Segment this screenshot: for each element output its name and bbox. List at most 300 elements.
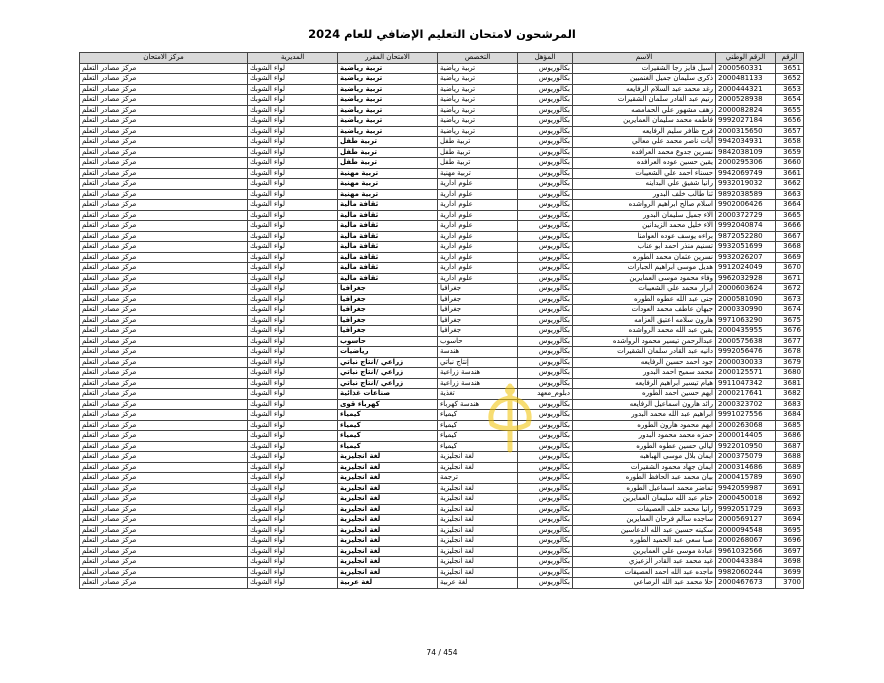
cell-qualification: بكالوريوس bbox=[518, 357, 573, 368]
cell-national-id: 2000444321 bbox=[716, 84, 776, 95]
cell-directorate: لواء الشوبك bbox=[248, 567, 338, 578]
cell-directorate: لواء الشوبك bbox=[248, 284, 338, 295]
cell-name: تماضر محمد اسماعيل الطوره bbox=[573, 483, 716, 494]
cell-exam-center: مركز مصادر التعلم bbox=[80, 74, 248, 85]
cell-specialization: كيمياء bbox=[438, 441, 518, 452]
cell-specialization: علوم ادارية bbox=[438, 242, 518, 253]
cell-specialization: ترجمة bbox=[438, 473, 518, 484]
cell-qualification: بكالوريوس bbox=[518, 515, 573, 526]
cell-qualification: بكالوريوس bbox=[518, 294, 573, 305]
table-row bbox=[80, 147, 804, 158]
cell-name: رانيا محمد خلف العصيفات bbox=[573, 504, 716, 515]
header-name: الاسم bbox=[573, 53, 716, 64]
cell-qualification: بكالوريوس bbox=[518, 368, 573, 379]
cell-specialization: علوم ادارية bbox=[438, 273, 518, 284]
cell-directorate: لواء الشوبك bbox=[248, 452, 338, 463]
cell-exam: لغة انجليزية bbox=[338, 483, 438, 494]
cell-directorate: لواء الشوبك bbox=[248, 168, 338, 179]
table-row bbox=[80, 441, 804, 452]
cell-directorate: لواء الشوبك bbox=[248, 368, 338, 379]
cell-national-id: 9872052280 bbox=[716, 231, 776, 242]
cell-specialization: جغرافيا bbox=[438, 294, 518, 305]
cell-name: ختام عبد الله سليمان العمايرين bbox=[573, 494, 716, 505]
cell-national-id: 9922010950 bbox=[716, 441, 776, 452]
cell-directorate: لواء الشوبك bbox=[248, 263, 338, 274]
cell-specialization: لغة انجليزية bbox=[438, 483, 518, 494]
cell-name: عبدالرحمن تيسير محمود الرواشده bbox=[573, 336, 716, 347]
cell-qualification: بكالوريوس bbox=[518, 410, 573, 421]
cell-exam-center: مركز مصادر التعلم bbox=[80, 536, 248, 547]
cell-number: 3671 bbox=[776, 273, 804, 284]
cell-number: 3656 bbox=[776, 116, 804, 127]
cell-exam-center: مركز مصادر التعلم bbox=[80, 452, 248, 463]
cell-directorate: لواء الشوبك bbox=[248, 231, 338, 242]
cell-exam-center: مركز مصادر التعلم bbox=[80, 189, 248, 200]
cell-exam-center: مركز مصادر التعلم bbox=[80, 263, 248, 274]
cell-exam: ثقافة مالية bbox=[338, 210, 438, 221]
cell-specialization: لغة انجليزية bbox=[438, 504, 518, 515]
cell-name: نسرين عثمان محمد الطوره bbox=[573, 252, 716, 263]
cell-national-id: 9902006426 bbox=[716, 200, 776, 211]
cell-qualification: بكالوريوس bbox=[518, 74, 573, 85]
cell-number: 3678 bbox=[776, 347, 804, 358]
cell-qualification: بكالوريوس bbox=[518, 63, 573, 74]
cell-name: هديل موسى ابراهيم الجبارات bbox=[573, 263, 716, 274]
table-row bbox=[80, 179, 804, 190]
cell-exam: لغة انجليزية bbox=[338, 546, 438, 557]
cell-national-id: 9992056476 bbox=[716, 347, 776, 358]
cell-directorate: لواء الشوبك bbox=[248, 95, 338, 106]
cell-number: 3696 bbox=[776, 536, 804, 547]
cell-number: 3687 bbox=[776, 441, 804, 452]
cell-exam-center: مركز مصادر التعلم bbox=[80, 578, 248, 589]
cell-qualification: بكالوريوس bbox=[518, 525, 573, 536]
table-row bbox=[80, 473, 804, 484]
cell-exam-center: مركز مصادر التعلم bbox=[80, 116, 248, 127]
cell-exam-center: مركز مصادر التعلم bbox=[80, 399, 248, 410]
cell-number: 3699 bbox=[776, 567, 804, 578]
cell-exam: كهرباء قوى bbox=[338, 399, 438, 410]
cell-number: 3684 bbox=[776, 410, 804, 421]
cell-number: 3672 bbox=[776, 284, 804, 295]
cell-number: 3681 bbox=[776, 378, 804, 389]
cell-directorate: لواء الشوبك bbox=[248, 441, 338, 452]
cell-national-id: 2000375079 bbox=[716, 452, 776, 463]
cell-directorate: لواء الشوبك bbox=[248, 294, 338, 305]
cell-national-id: 9842038109 bbox=[716, 147, 776, 158]
table-row bbox=[80, 378, 804, 389]
cell-exam: كيمياء bbox=[338, 431, 438, 442]
cell-directorate: لواء الشوبك bbox=[248, 74, 338, 85]
table-row bbox=[80, 294, 804, 305]
cell-exam-center: مركز مصادر التعلم bbox=[80, 305, 248, 316]
cell-name: صبا سعي عبد الحميد الطوره bbox=[573, 536, 716, 547]
table-row bbox=[80, 126, 804, 137]
table-row bbox=[80, 357, 804, 368]
cell-national-id: 2000295306 bbox=[716, 158, 776, 169]
cell-directorate: لواء الشوبك bbox=[248, 420, 338, 431]
cell-exam-center: مركز مصادر التعلم bbox=[80, 473, 248, 484]
cell-specialization: جغرافيا bbox=[438, 305, 518, 316]
cell-qualification: بكالوريوس bbox=[518, 158, 573, 169]
cell-national-id: 2000030033 bbox=[716, 357, 776, 368]
table-row bbox=[80, 263, 804, 274]
cell-exam: لغة انجليزية bbox=[338, 494, 438, 505]
cell-exam: جغرافيا bbox=[338, 305, 438, 316]
cell-exam: رياضيات bbox=[338, 347, 438, 358]
cell-name: نسرين جدوع محمد العرافده bbox=[573, 147, 716, 158]
cell-specialization: تربية طفل bbox=[438, 147, 518, 158]
cell-national-id: 9942069749 bbox=[716, 168, 776, 179]
cell-exam: تربية مهنية bbox=[338, 189, 438, 200]
cell-number: 3682 bbox=[776, 389, 804, 400]
cell-specialization: تربية رياضية bbox=[438, 126, 518, 137]
cell-directorate: لواء الشوبك bbox=[248, 557, 338, 568]
cell-name: رانيا شفيق علي البداينه bbox=[573, 179, 716, 190]
cell-national-id: 2000569127 bbox=[716, 515, 776, 526]
cell-number: 3692 bbox=[776, 494, 804, 505]
cell-directorate: لواء الشوبك bbox=[248, 357, 338, 368]
cell-name: هيام تيسير ابراهيم الرفايعه bbox=[573, 378, 716, 389]
cell-directorate: لواء الشوبك bbox=[248, 578, 338, 589]
cell-name: ليالي حسين عطوه الطوره bbox=[573, 441, 716, 452]
cell-exam: جغرافيا bbox=[338, 315, 438, 326]
cell-national-id: 9982060244 bbox=[716, 567, 776, 578]
cell-number: 3665 bbox=[776, 210, 804, 221]
cell-name: براءه يوسف عوده العوامنا bbox=[573, 231, 716, 242]
cell-exam-center: مركز مصادر التعلم bbox=[80, 525, 248, 536]
cell-number: 3680 bbox=[776, 368, 804, 379]
cell-number: 3695 bbox=[776, 525, 804, 536]
cell-specialization: جغرافيا bbox=[438, 326, 518, 337]
cell-exam: لغة انجليزية bbox=[338, 462, 438, 473]
cell-exam-center: مركز مصادر التعلم bbox=[80, 63, 248, 74]
cell-specialization: تربية رياضية bbox=[438, 63, 518, 74]
cell-name: سكينه حسين عبد الله الدعاسين bbox=[573, 525, 716, 536]
cell-name: يقين عبد الله محمد الرواشده bbox=[573, 326, 716, 337]
cell-exam: زراعي /انتاج نباتي bbox=[338, 368, 438, 379]
cell-name: الاء جميل سليمان البدور bbox=[573, 210, 716, 221]
cell-exam-center: مركز مصادر التعلم bbox=[80, 546, 248, 557]
cell-specialization: تغذية bbox=[438, 389, 518, 400]
cell-exam-center: مركز مصادر التعلم bbox=[80, 200, 248, 211]
cell-name: غيد محمد عبد القادر الزعيزي bbox=[573, 557, 716, 568]
cell-exam: جغرافيا bbox=[338, 326, 438, 337]
cell-exam-center: مركز مصادر التعلم bbox=[80, 389, 248, 400]
cell-specialization: لغة انجليزية bbox=[438, 567, 518, 578]
page-number: 74 / 454 bbox=[426, 648, 458, 657]
table-row bbox=[80, 431, 804, 442]
cell-number: 3674 bbox=[776, 305, 804, 316]
cell-exam-center: مركز مصادر التعلم bbox=[80, 483, 248, 494]
cell-specialization: لغة انجليزية bbox=[438, 494, 518, 505]
cell-exam: لغة انجليزية bbox=[338, 536, 438, 547]
cell-name: ابرار محمد علي الشعيبات bbox=[573, 284, 716, 295]
table-row bbox=[80, 515, 804, 526]
table-row bbox=[80, 326, 804, 337]
cell-directorate: لواء الشوبك bbox=[248, 410, 338, 421]
cell-exam: تربية مهنية bbox=[338, 168, 438, 179]
cell-exam: تربية مهنية bbox=[338, 179, 438, 190]
cell-qualification: بكالوريوس bbox=[518, 221, 573, 232]
cell-directorate: لواء الشوبك bbox=[248, 483, 338, 494]
cell-national-id: 2000467673 bbox=[716, 578, 776, 589]
cell-exam-center: مركز مصادر التعلم bbox=[80, 231, 248, 242]
table-row bbox=[80, 557, 804, 568]
cell-specialization: علوم ادارية bbox=[438, 200, 518, 211]
cell-name: ذكرى سليمان جميل الغنميين bbox=[573, 74, 716, 85]
cell-specialization: تربية رياضية bbox=[438, 105, 518, 116]
cell-exam-center: مركز مصادر التعلم bbox=[80, 168, 248, 179]
cell-name: رغد محمد عبد السلام الرفايعه bbox=[573, 84, 716, 95]
cell-specialization: لغة عربية bbox=[438, 578, 518, 589]
cell-qualification: بكالوريوس bbox=[518, 200, 573, 211]
cell-national-id: 2000415789 bbox=[716, 473, 776, 484]
table-row bbox=[80, 525, 804, 536]
table-row bbox=[80, 420, 804, 431]
cell-exam: تربية رياضية bbox=[338, 63, 438, 74]
cell-specialization: كيمياء bbox=[438, 410, 518, 421]
cell-specialization: تربية رياضية bbox=[438, 74, 518, 85]
cell-exam-center: مركز مصادر التعلم bbox=[80, 147, 248, 158]
cell-name: جنى عبد الله عطوه الطوره bbox=[573, 294, 716, 305]
cell-number: 3668 bbox=[776, 242, 804, 253]
cell-exam: تربية رياضية bbox=[338, 116, 438, 127]
cell-number: 3688 bbox=[776, 452, 804, 463]
cell-exam: كيمياء bbox=[338, 441, 438, 452]
cell-exam-center: مركز مصادر التعلم bbox=[80, 210, 248, 221]
cell-name: رنيم عبد القادر سلمان الشقيرات bbox=[573, 95, 716, 106]
cell-specialization: علوم ادارية bbox=[438, 231, 518, 242]
cell-number: 3679 bbox=[776, 357, 804, 368]
cell-exam-center: مركز مصادر التعلم bbox=[80, 494, 248, 505]
header-no: الرقم bbox=[776, 53, 804, 64]
cell-number: 3666 bbox=[776, 221, 804, 232]
cell-specialization: لغة انجليزية bbox=[438, 452, 518, 463]
cell-number: 3683 bbox=[776, 399, 804, 410]
cell-specialization: علوم ادارية bbox=[438, 189, 518, 200]
cell-qualification: بكالوريوس bbox=[518, 305, 573, 316]
table-row bbox=[80, 210, 804, 221]
cell-name: ابهم محمود هارون الطوره bbox=[573, 420, 716, 431]
cell-exam-center: مركز مصادر التعلم bbox=[80, 441, 248, 452]
cell-exam: زراعي /انتاج نباتي bbox=[338, 378, 438, 389]
cell-name: ماجده عبد الله احمد العصيفات bbox=[573, 567, 716, 578]
cell-directorate: لواء الشوبك bbox=[248, 105, 338, 116]
cell-exam-center: مركز مصادر التعلم bbox=[80, 126, 248, 137]
cell-qualification: بكالوريوس bbox=[518, 431, 573, 442]
cell-national-id: 2000372729 bbox=[716, 210, 776, 221]
table-row bbox=[80, 347, 804, 358]
cell-number: 3676 bbox=[776, 326, 804, 337]
cell-qualification: بكالوريوس bbox=[518, 273, 573, 284]
cell-number: 3661 bbox=[776, 168, 804, 179]
cell-qualification: بكالوريوس bbox=[518, 210, 573, 221]
cell-national-id: 2000603624 bbox=[716, 284, 776, 295]
cell-national-id: 2000528938 bbox=[716, 95, 776, 106]
cell-specialization: تربية طفل bbox=[438, 158, 518, 169]
cell-qualification: بكالوريوس bbox=[518, 263, 573, 274]
cell-directorate: لواء الشوبك bbox=[248, 200, 338, 211]
cell-national-id: 9991027556 bbox=[716, 410, 776, 421]
cell-name: وفاء محمود موسى العمايرين bbox=[573, 273, 716, 284]
table-row bbox=[80, 452, 804, 463]
cell-specialization: هندسة كهرباء bbox=[438, 399, 518, 410]
table-row bbox=[80, 389, 804, 400]
cell-qualification: بكالوريوس bbox=[518, 137, 573, 148]
cell-directorate: لواء الشوبك bbox=[248, 210, 338, 221]
cell-specialization: لغة انجليزية bbox=[438, 546, 518, 557]
cell-directorate: لواء الشوبك bbox=[248, 431, 338, 442]
cell-qualification: بكالوريوس bbox=[518, 284, 573, 295]
cell-directorate: لواء الشوبك bbox=[248, 336, 338, 347]
cell-national-id: 2000125571 bbox=[716, 368, 776, 379]
cell-qualification: دبلوم_معهد bbox=[518, 389, 573, 400]
cell-exam-center: مركز مصادر التعلم bbox=[80, 242, 248, 253]
table-row bbox=[80, 399, 804, 410]
cell-exam: تربية رياضية bbox=[338, 126, 438, 137]
cell-name: تسنيم منذر احمد ابو عناب bbox=[573, 242, 716, 253]
cell-qualification: بكالوريوس bbox=[518, 126, 573, 137]
cell-qualification: بكالوريوس bbox=[518, 84, 573, 95]
cell-qualification: بكالوريوس bbox=[518, 546, 573, 557]
table-row bbox=[80, 242, 804, 253]
cell-qualification: بكالوريوس bbox=[518, 189, 573, 200]
cell-number: 3669 bbox=[776, 252, 804, 263]
candidates-table bbox=[79, 52, 804, 589]
cell-number: 3694 bbox=[776, 515, 804, 526]
cell-number: 3677 bbox=[776, 336, 804, 347]
table-row bbox=[80, 410, 804, 421]
cell-directorate: لواء الشوبك bbox=[248, 158, 338, 169]
cell-qualification: بكالوريوس bbox=[518, 494, 573, 505]
table-row bbox=[80, 567, 804, 578]
table-row bbox=[80, 273, 804, 284]
cell-directorate: لواء الشوبك bbox=[248, 378, 338, 389]
cell-national-id: 2000560331 bbox=[716, 63, 776, 74]
cell-directorate: لواء الشوبك bbox=[248, 525, 338, 536]
cell-directorate: لواء الشوبك bbox=[248, 315, 338, 326]
cell-directorate: لواء الشوبك bbox=[248, 147, 338, 158]
cell-name: اسيل فايز رجا الشقيرات bbox=[573, 63, 716, 74]
cell-national-id: 2000575638 bbox=[716, 336, 776, 347]
table-row bbox=[80, 221, 804, 232]
cell-directorate: لواء الشوبك bbox=[248, 347, 338, 358]
cell-directorate: لواء الشوبك bbox=[248, 326, 338, 337]
table-row bbox=[80, 189, 804, 200]
cell-national-id: 9911047342 bbox=[716, 378, 776, 389]
table-row bbox=[80, 74, 804, 85]
cell-qualification: بكالوريوس bbox=[518, 168, 573, 179]
header-qualification: المؤهل bbox=[518, 53, 573, 64]
cell-number: 3662 bbox=[776, 179, 804, 190]
cell-qualification: بكالوريوس bbox=[518, 147, 573, 158]
table-row bbox=[80, 95, 804, 106]
cell-directorate: لواء الشوبك bbox=[248, 473, 338, 484]
cell-national-id: 2000314686 bbox=[716, 462, 776, 473]
cell-exam: لغة انجليزية bbox=[338, 473, 438, 484]
cell-exam: لغة انجليزية bbox=[338, 567, 438, 578]
cell-qualification: بكالوريوس bbox=[518, 557, 573, 568]
cell-specialization: هندسة bbox=[438, 347, 518, 358]
cell-number: 3651 bbox=[776, 63, 804, 74]
table-row bbox=[80, 536, 804, 547]
header-directorate: المديرية bbox=[248, 53, 338, 64]
cell-specialization: تربية طفل bbox=[438, 137, 518, 148]
cell-national-id: 2000581090 bbox=[716, 294, 776, 305]
cell-name: عبادة موسى علي العمايرين bbox=[573, 546, 716, 557]
cell-directorate: لواء الشوبك bbox=[248, 189, 338, 200]
table-row bbox=[80, 84, 804, 95]
cell-exam: لغة انجليزية bbox=[338, 525, 438, 536]
cell-exam-center: مركز مصادر التعلم bbox=[80, 357, 248, 368]
cell-directorate: لواء الشوبك bbox=[248, 305, 338, 316]
cell-exam-center: مركز مصادر التعلم bbox=[80, 378, 248, 389]
cell-exam: زراعي /انتاج نباتي bbox=[338, 357, 438, 368]
cell-name: محمد سميح احمد البدور bbox=[573, 368, 716, 379]
cell-national-id: 2000082824 bbox=[716, 105, 776, 116]
cell-name: هارون سلامه اعتيق العزامه bbox=[573, 315, 716, 326]
cell-national-id: 9892038589 bbox=[716, 189, 776, 200]
cell-number: 3700 bbox=[776, 578, 804, 589]
cell-specialization: علوم ادارية bbox=[438, 221, 518, 232]
table-row bbox=[80, 63, 804, 74]
cell-exam: ثقافة مالية bbox=[338, 231, 438, 242]
cell-national-id: 9992027184 bbox=[716, 116, 776, 127]
cell-qualification: بكالوريوس bbox=[518, 536, 573, 547]
cell-national-id: 2000443384 bbox=[716, 557, 776, 568]
cell-exam-center: مركز مصادر التعلم bbox=[80, 557, 248, 568]
cell-specialization: تربية رياضية bbox=[438, 84, 518, 95]
cell-directorate: لواء الشوبك bbox=[248, 546, 338, 557]
cell-number: 3670 bbox=[776, 263, 804, 274]
cell-name: فاطمه محمد سليمان العمايرين bbox=[573, 116, 716, 127]
table-row bbox=[80, 315, 804, 326]
table-row bbox=[80, 252, 804, 263]
cell-exam-center: مركز مصادر التعلم bbox=[80, 252, 248, 263]
cell-qualification: بكالوريوس bbox=[518, 315, 573, 326]
cell-qualification: بكالوريوس bbox=[518, 504, 573, 515]
table-row bbox=[80, 158, 804, 169]
cell-number: 3675 bbox=[776, 315, 804, 326]
cell-directorate: لواء الشوبك bbox=[248, 137, 338, 148]
cell-number: 3690 bbox=[776, 473, 804, 484]
cell-exam-center: مركز مصادر التعلم bbox=[80, 284, 248, 295]
cell-exam: جغرافيا bbox=[338, 294, 438, 305]
cell-specialization: تربية رياضية bbox=[438, 116, 518, 127]
cell-name: فرح ظافر سليم الرفايعه bbox=[573, 126, 716, 137]
cell-specialization: لغة انجليزية bbox=[438, 462, 518, 473]
cell-name: دانيه عبد القادر سلمان الشقيرات bbox=[573, 347, 716, 358]
cell-specialization: لغة انجليزية bbox=[438, 557, 518, 568]
cell-number: 3663 bbox=[776, 189, 804, 200]
cell-national-id: 9932019032 bbox=[716, 179, 776, 190]
cell-national-id: 9962032928 bbox=[716, 273, 776, 284]
cell-name: يقين حسين عوده العرافده bbox=[573, 158, 716, 169]
cell-specialization: تربية مهنية bbox=[438, 168, 518, 179]
cell-number: 3660 bbox=[776, 158, 804, 169]
cell-name: بيان محمد عبد الحافظ الطوره bbox=[573, 473, 716, 484]
cell-qualification: بكالوريوس bbox=[518, 567, 573, 578]
cell-qualification: بكالوريوس bbox=[518, 179, 573, 190]
cell-exam: ثقافة مالية bbox=[338, 242, 438, 253]
cell-national-id: 9932051699 bbox=[716, 242, 776, 253]
cell-number: 3652 bbox=[776, 74, 804, 85]
cell-specialization: لغة انجليزية bbox=[438, 515, 518, 526]
cell-specialization: علوم ادارية bbox=[438, 210, 518, 221]
cell-exam: لغة انجليزية bbox=[338, 504, 438, 515]
cell-specialization: لغة انجليزية bbox=[438, 525, 518, 536]
